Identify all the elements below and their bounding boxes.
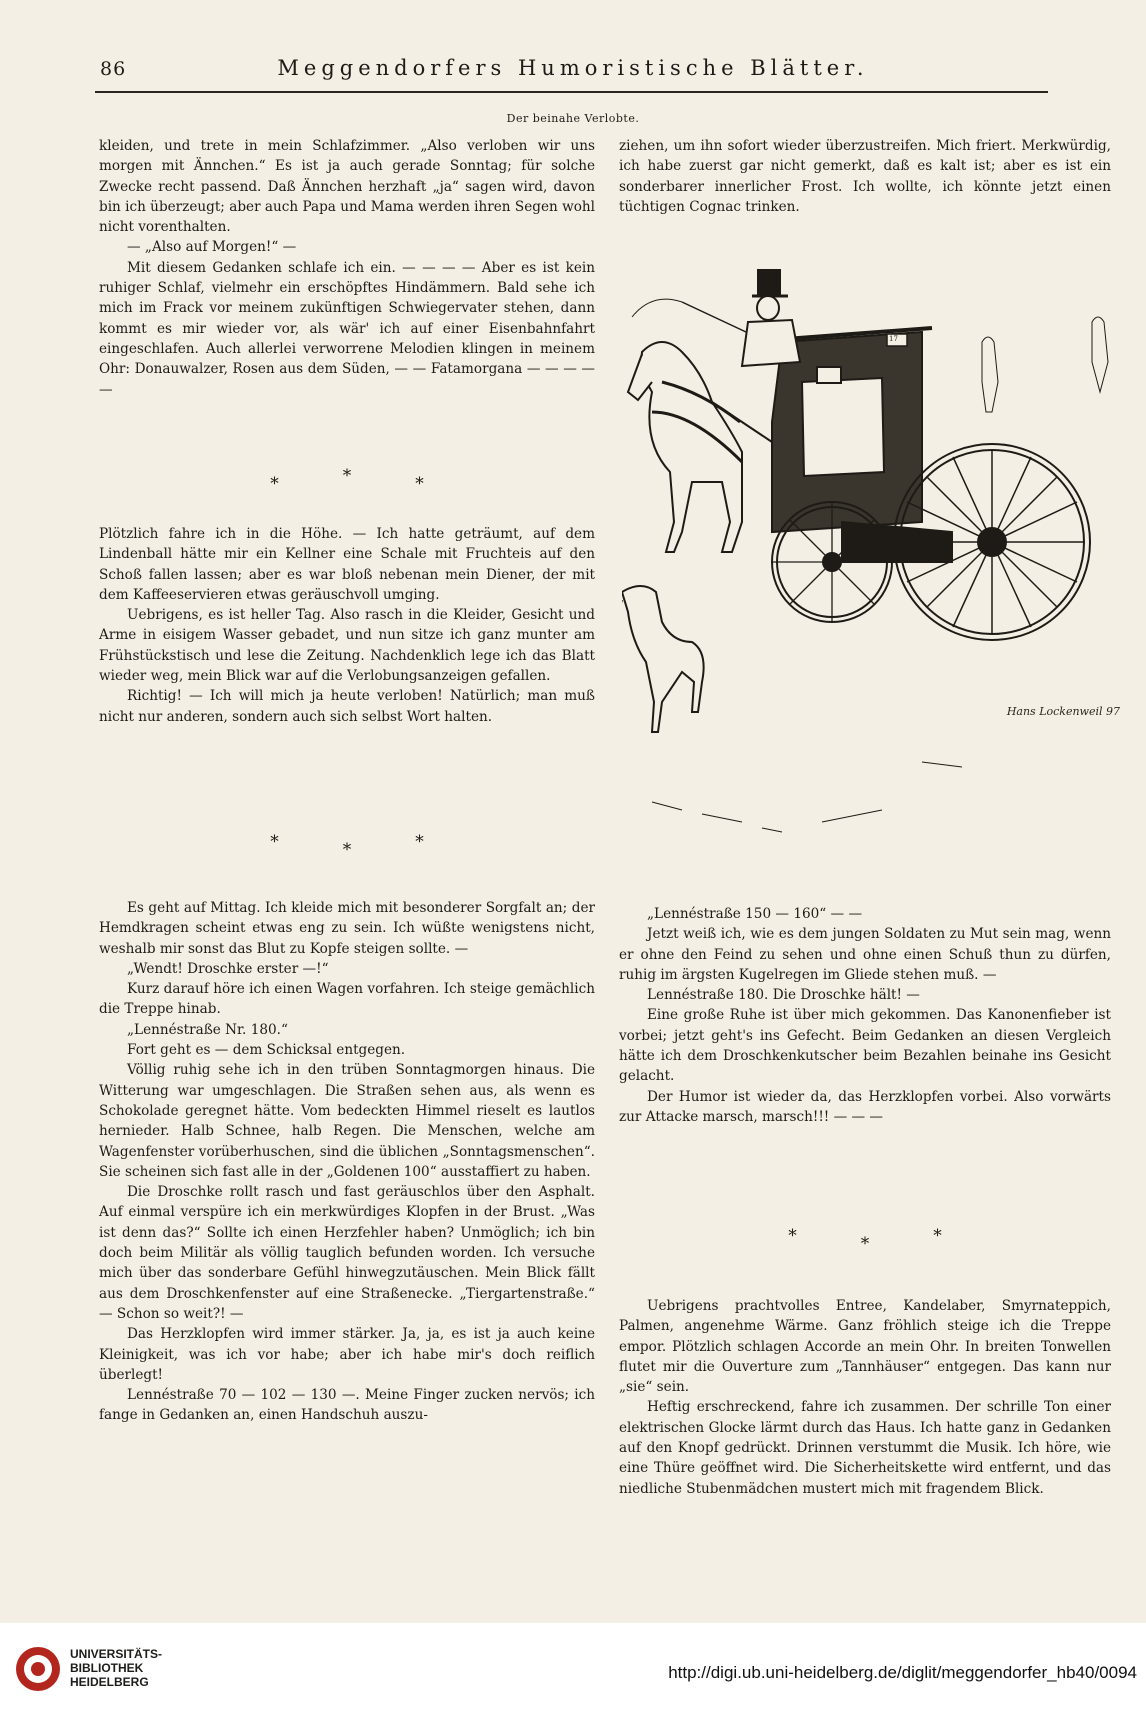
asterisk: * [860, 1234, 870, 1254]
carriage-drawing [622, 262, 1124, 874]
asterisk: * [270, 474, 279, 494]
paragraph: „Lennéstraße 150 — 160“ — — [647, 906, 863, 922]
paragraph: Es geht auf Mittag. Ich kleide mich mit besonderer Sorgfalt an; der Hemdkragen scheint etwas eng zu sein. Ich wüßte wenigstens nicht, weshalb mir sonst das Blut zu Kopfe steigen sollte. — [99, 900, 595, 957]
institution-line: UNIVERSITÄTS- [70, 1647, 163, 1661]
paragraph: „Wendt! Droschke erster —!“ [127, 960, 329, 977]
paragraph: Die Droschke rollt rasch und fast geräuschlos über den Asphalt. Auf einmal verspüre ich ein merkwürdiges Klopfen in der Brust. „Was ist denn das?“ Sollte ich einen Herzfehler haben? Unmöglich; ich bin doch beim Militär als völlig tauglich befunden worden. Ich versuche mich über das sonderbare Gefühl hinwegzutäuschen. Mein Blick fällt aus dem Droschkenfenster auf eine Straßenecke. „Tiergartenstraße.“ — Schon so weit?! — [99, 1184, 595, 1322]
paragraph: Kurz darauf höre ich einen Wagen vorfahren. Ich steige gemächlich die Treppe hinab. [99, 981, 595, 1018]
asterisk: * [415, 832, 424, 852]
paragraph: Das Herzklopfen wird immer stärker. Ja, ja, es ist ja auch keine Kleinigkeit, was ich vor habe; aber ich habe mir's doch reiflich überlegt! [99, 1326, 595, 1383]
left-column-block-3 [99, 898, 595, 1426]
paragraph: Völlig ruhig sehe ich in den trüben Sonntagmorgen hinaus. Die Witterung war umgeschlagen. Die Straßen sehen aus, als wenn es Schokolade geregnet hätte. Vom bedeckten Himmel rieselt es lautlos hernieder. Halb Schnee, halb Regen. Die Menschen, welche am Wagenfenster vorüberhuschen, sind die üblichen „Sonntagsmenschen“. Sie scheinen sich fast alle in der „Goldenen 100“ ausstaffiert zu haben. [99, 1062, 595, 1180]
institution-line: BIBLIOTHEK [70, 1661, 144, 1675]
asterisk: * [342, 466, 352, 486]
asterisk: * [342, 840, 352, 860]
asterisk: * [415, 474, 424, 494]
paragraph: Mit diesem Gedanken schlafe ich ein. — — — — Aber es ist kein ruhiger Schlaf, vielmehr ein erschöpftes Hindämmern. Bald sehe ich mich im Frack vor meinem zukünftigen Schwiegervater stehen, dann kommt es mir wieder vor, als wär' ich auf einer Eisenbahnfahrt eingeschlafen. Auch allerlei verworrene Melodien klingen in meinem Ohr: Donauwalzer, Rosen aus dem Süden, — — Fatamorgana — — — — — [99, 259, 595, 398]
paragraph: „Lennéstraße Nr. 180.“ [127, 1021, 288, 1038]
paragraph: Eine große Ruhe ist über mich gekommen. Das Kanonenfieber ist vorbei; jetzt geht's ins Gefecht. Beim Gedanken an diesen Vergleich hätte ich dem Droschkenkutscher beim Bezahlen beinahe ins Gesicht gelacht. [619, 1007, 1111, 1085]
right-column-block-3 [619, 1296, 1111, 1499]
paragraph: — „Also auf Morgen!“ — [127, 239, 297, 256]
header-rule [95, 91, 1048, 93]
paragraph: Heftig erschreckend, fahre ich zusammen. Der schrille Ton einer elektrischen Glocke lärmt durch das Haus. Ich hatte ganz in Gedanken auf den Knopf gedrückt. Drinnen verstummt die Musik. Ich höre, wie eine Thüre geöffnet wird. Die Sicherheitskette wird entfernt, und das niedliche Stubenmädchen mustert mich mit fragendem Blick. [619, 1399, 1111, 1497]
asterisk: * [933, 1226, 942, 1246]
asterisk: * [270, 832, 279, 852]
paragraph: Uebrigens, es ist heller Tag. Also rasch in die Kleider, Gesicht und Arme in eisigem Wasser gebadet, und nun sitze ich ganz munter am Frühstückstisch und lese die Zeitung. Nachdenklich lege ich das Blatt wieder weg, mein Blick war auf die Verlobungsanzeigen gefallen. [99, 607, 595, 685]
paragraph: Uebrigens prachtvolles Entree, Kandelaber, Smyrnateppich, Palmen, angenehme Wärme. Ganz fröhlich steige ich die Treppe empor. Plötzlich schlagen Accorde an mein Ohr. In breiten Tonwellen flutet mir die Ouverture zum „Tannhäuser“ entgegen. Das kann nur „sie“ sein. [619, 1298, 1111, 1396]
section-break [99, 466, 595, 494]
right-column-block-2 [619, 904, 1111, 1127]
paragraph: kleiden, und trete in mein Schlafzimmer. „Also verloben wir uns morgen mit Ännchen.“ Es ist ja auch gerade Sonntag; für solche Zwecke recht passend. Daß Ännchen herzhaft „ja“ sagen wird, davon bin ich überzeugt; aber auch Papa und Mama werden ihren Segen wohl nicht vorenthalten. [99, 138, 595, 236]
university-logo-icon [14, 1645, 62, 1693]
paragraph: Richtig! — Ich will mich ja heute verloben! Natürlich; man muß nicht nur anderen, sondern auch sich selbst Wort halten. [99, 688, 595, 725]
paragraph: Jetzt weiß ich, wie es dem jungen Soldaten zu Mut sein mag, wenn er ohne den Feind zu sehen und ohne einen Schuß thun zu dürfen, ruhig im ärgsten Kugelregen im Gliede stehen muß. — [619, 926, 1111, 983]
institution-name [70, 1647, 162, 1689]
section-break [619, 1226, 1111, 1254]
paragraph: Fort geht es — dem Schicksal entgegen. [127, 1042, 406, 1059]
paragraph: ziehen, um ihn sofort wieder überzustreifen. Mich friert. Merkwürdig, ich habe zuerst gar nicht gemerkt, daß es kalt ist; aber es ist ein sonderbarer innerlicher Frost. Ich wollte, ich könnte jetzt einen tüchtigen Cognac trinken. [619, 138, 1111, 215]
artist-signature: Hans Lockenweil 97 [1006, 705, 1120, 718]
page-number: 86 [100, 58, 127, 80]
institution-line: HEIDELBERG [70, 1675, 149, 1689]
asterisk: * [788, 1226, 797, 1246]
right-column-block-1 [619, 136, 1111, 217]
paragraph: Lennéstraße 180. Die Droschke hält! — [647, 987, 920, 1004]
left-column-block-2 [99, 524, 595, 727]
carriage-illustration [622, 262, 1124, 874]
story-title: Der beinahe Verlobte. [506, 112, 640, 125]
footer-bar [0, 1623, 1146, 1714]
left-column-block-1 [99, 136, 595, 400]
section-break [99, 832, 595, 860]
paragraph: Der Humor ist wieder da, das Herzklopfen vorbei. Also vorwärts zur Attacke marsch, marsch!!! — — — [619, 1088, 1111, 1125]
illustration-plate-number: 17 [889, 335, 898, 343]
source-url-link[interactable]: http://digi.ub.uni-heidelberg.de/diglit/meggendorfer_hb40/0094 [668, 1663, 1137, 1682]
paragraph: Lennéstraße 70 — 102 — 130 —. Meine Finger zucken nervös; ich fange in Gedanken an, einen Handschuh auszu- [99, 1387, 595, 1424]
paragraph: Plötzlich fahre ich in die Höhe. — Ich hatte geträumt, auf dem Lindenball hätte mir ein Kellner eine Schale mit Fruchteis auf den Schoß fallen lassen; aber es war bloß nebenan mein Diener, der mit dem Kaffeeservieren etwas geräuschvoll umging. [99, 526, 595, 603]
running-title: Meggendorfers Humoristische Blätter. [277, 56, 869, 80]
